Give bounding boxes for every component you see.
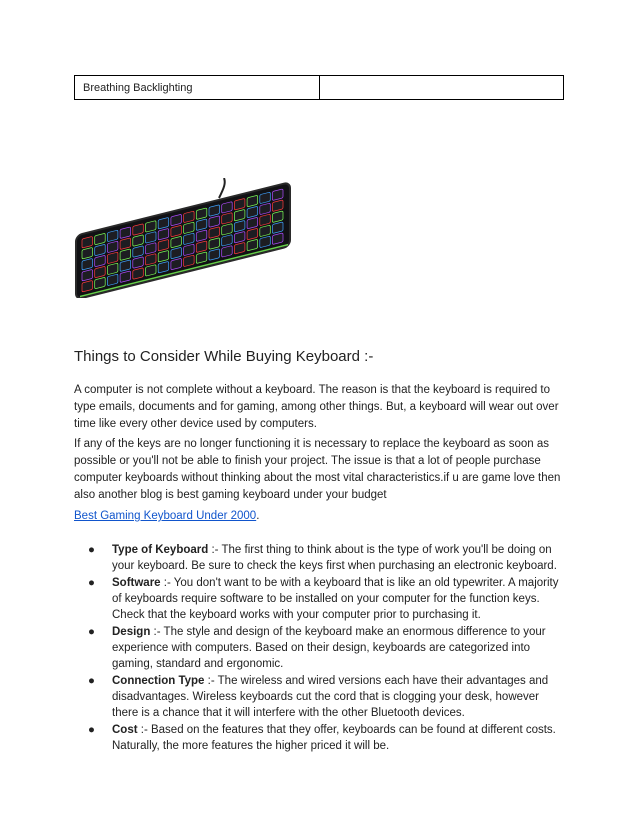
keyboard-image (74, 178, 294, 298)
bullet-icon: ● (88, 724, 95, 736)
link-line (74, 510, 259, 522)
item-title: Software (112, 577, 161, 589)
bullet-icon: ● (88, 675, 95, 687)
list-item (74, 575, 566, 623)
item-title: Type of Keyboard (112, 544, 209, 556)
link-period: . (256, 510, 260, 522)
spec-table (74, 75, 564, 100)
gaming-keyboard-link[interactable]: Best Gaming Keyboard Under 2000 (74, 510, 257, 522)
considerations-list (74, 542, 566, 755)
item-title: Design (112, 626, 151, 638)
section-heading: Things to Consider While Buying Keyboard :- (74, 348, 374, 365)
paragraph-intro: A computer is not complete without a keyboard. The reason is that the keyboard is required to type emails, documents and for gaming, among other things. But, a keyboard will wear out over time like every other device used by computers. (74, 384, 559, 430)
item-text: :- The first thing to think about is the type of work you'll be doing on your keyboard. Be sure to check the keys first when purchasing an electronic keyboard. (112, 544, 557, 572)
list-item (74, 722, 566, 754)
item-text: :- The style and design of the keyboard make an enormous difference to your experience with computers. Based on their design, keyboards are categorized into gaming, standard and ergonomic. (112, 626, 546, 670)
list-item (74, 624, 566, 672)
item-text: :- Based on the features that they offer, keyboards can be found at different costs. Naturally, the more features the higher priced it will be. (112, 724, 556, 752)
list-item (74, 673, 566, 721)
item-title: Connection Type (112, 675, 205, 687)
table-cell: Breathing Backlighting (83, 82, 193, 94)
item-title: Cost (112, 724, 138, 736)
item-text: :- The wireless and wired versions each have their advantages and disadvantages. Wireless keyboards cut the cord that is clogging your desk, however there is a chance that it will interfere with the other Bluetooth devices. (112, 675, 549, 719)
list-item (74, 542, 566, 574)
bullet-icon: ● (88, 544, 95, 556)
bullet-icon: ● (88, 577, 95, 589)
table-cell-empty (319, 76, 564, 99)
paragraph-keys: If any of the keys are no longer functioning it is necessary to replace the keyboard as soon as possible or you'll not be able to finish your project. The issue is that a lot of people purchase computer keyboards without thinking about the most vital characteristics.if u are game love then also another blog is best gaming keyboard under your budget (74, 438, 561, 501)
item-text: :- You don't want to be with a keyboard that is like an old typewriter. A majority of keyboards require software to be installed on your computer for the function keys. Check that the keyboard works with your computer prior to purchasing it. (112, 577, 559, 621)
bullet-icon: ● (88, 626, 95, 638)
